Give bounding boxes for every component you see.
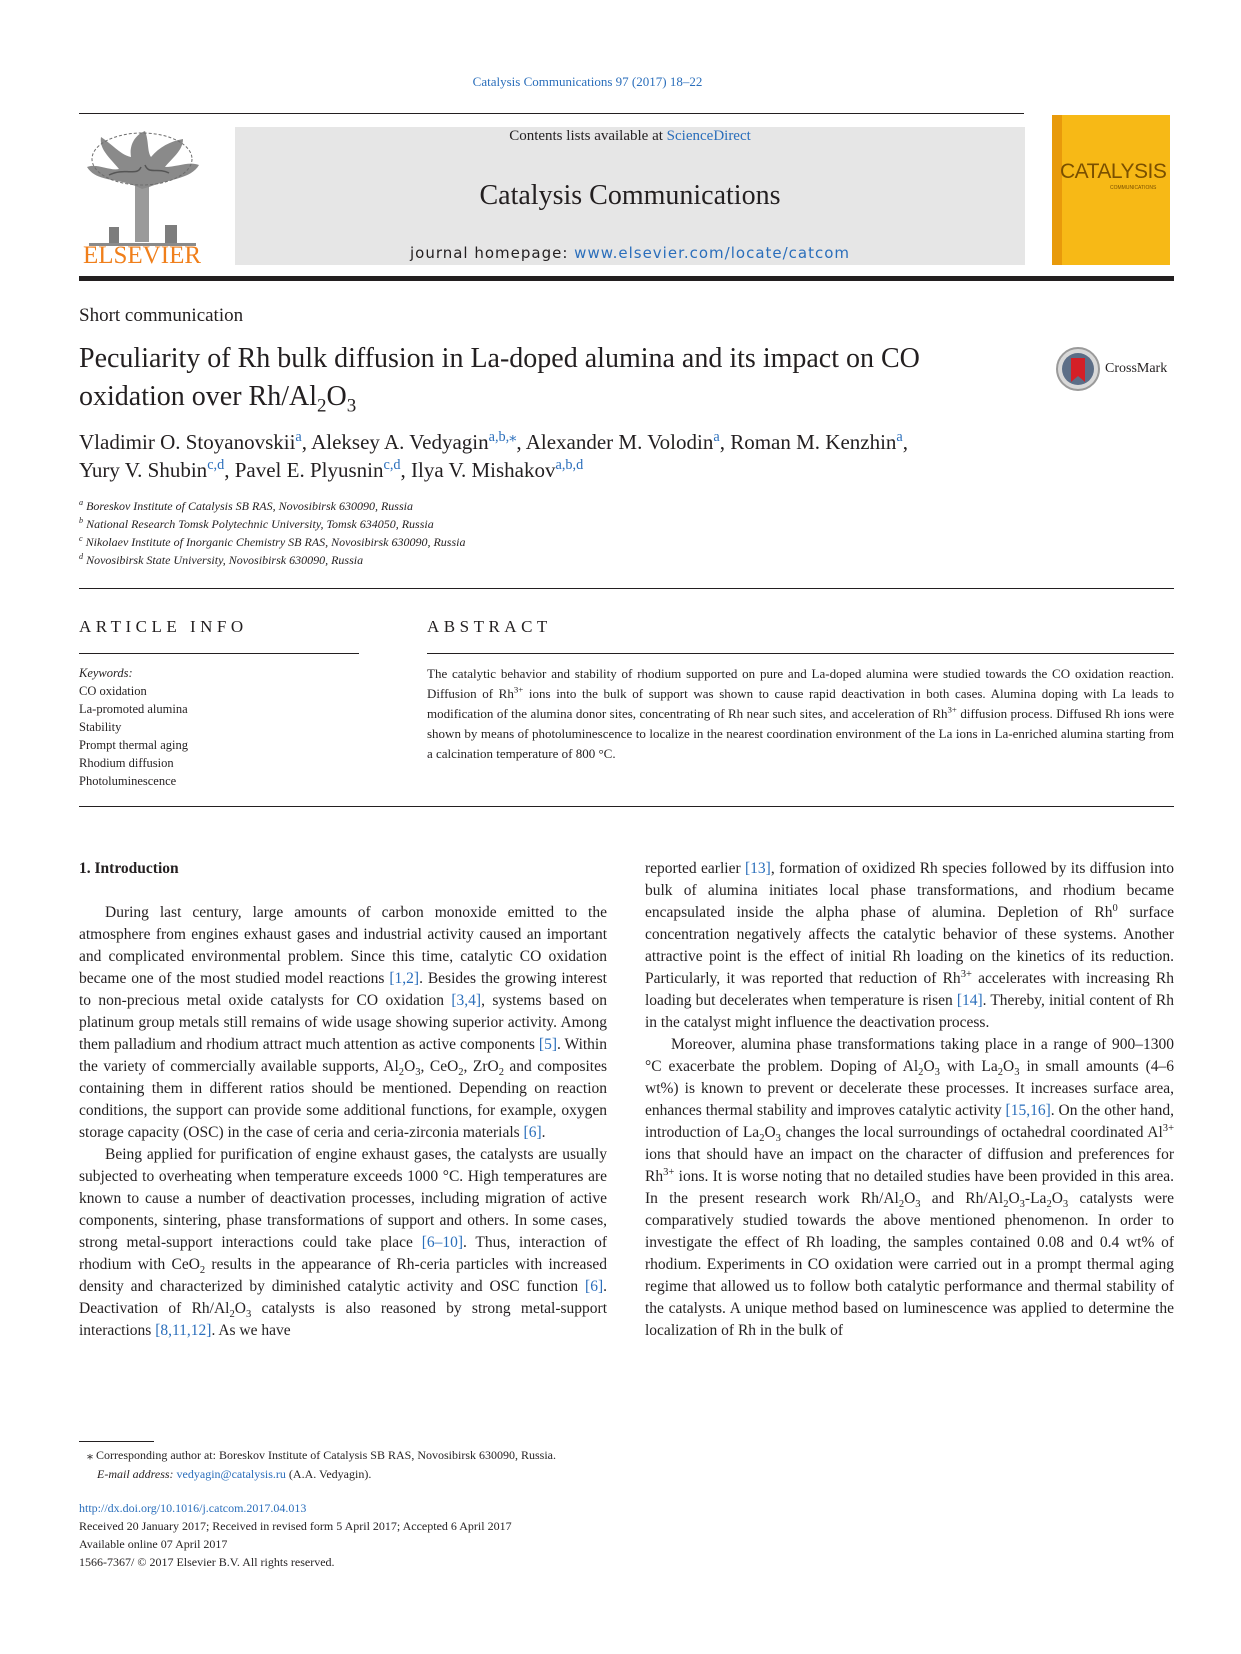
cover-title: CATALYSIS <box>1060 160 1167 183</box>
author[interactable]: Vladimir O. Stoyanovskii$^a$ <box>79 429 302 454</box>
sciencedirect-link[interactable]: ScienceDirect <box>666 128 751 144</box>
introduction-heading: 1. Introduction <box>79 860 179 877</box>
email-line: E-mail address: vedyagin@catalysis.ru (A.A. Vedyagin). <box>97 1467 372 1481</box>
article-title <box>79 340 1039 416</box>
keywords-block <box>79 664 188 790</box>
contents-prefix: Contents lists available at <box>509 128 667 144</box>
keyword: La-promoted alumina <box>79 702 188 716</box>
copyright: 1566-7367/ © 2017 Elsevier B.V. All rights reserved. <box>79 1555 335 1569</box>
homepage-line <box>235 244 1025 262</box>
body-paragraph: During last century, large amounts of carbon monoxide emitted to the atmosphere from engines exhaust gases and industrial activity caused an important and complicated environmental problem. Since this time, catalytic CO oxidation became one of the most studied model reactions [1,2]. Besides the growing interest to non-precious metal oxide catalysts for CO oxidation [3,4], systems based on platinum group metals still remains of wide usage showing superior activity. Among them palladium and rhodium attract much attention as active components [5]. Within the variety of commercially available supports, $Al_2O_3$, CeO$_2$, ZrO$_2$ and composites containing them in different ratios should be mentioned. Depending on reaction conditions, the support can provide some additional functions, for example, oxygen storage capacity (OSC) in the case of ceria and ceria-zirconia materials [6]. <box>79 904 607 1141</box>
author[interactable]: Alexander M. Volodin$^a$ <box>525 429 720 454</box>
contents-line <box>235 128 1025 145</box>
keyword: Photoluminescence <box>79 774 177 788</box>
article-info-rule <box>79 653 359 654</box>
citation-link[interactable]: [6] <box>585 1278 604 1295</box>
corresponding-author-footnote <box>79 1446 556 1484</box>
elsevier-logo[interactable] <box>79 127 206 264</box>
header-rule <box>79 113 1024 114</box>
citation-link[interactable]: [13] <box>745 860 771 877</box>
homepage-link[interactable]: www.elsevier.com/locate/catcom <box>574 244 851 262</box>
abstract-text: The catalytic behavior and stability of rhodium supported on pure and La-doped alumina were studied towards the CO oxidation reaction. Diffusion of $Rh^{3+}$ ions into the bulk of support was shown to cause rapid deactivation in both cases. Alumina doping with La leads to modification of the alumina donor sites, concentrating of Rh near such sites, and acceleration of $Rh^{3+}$ diffusion process. Diffused Rh ions were shown by means of photoluminescence to localize in the nearest coordination environment of the La ions in La-enriched alumina starting from a calcination temperature of 800 °C. <box>427 666 1174 761</box>
title-line-2: oxidation over $Rh/Al_2O_3$ <box>79 381 357 417</box>
body-paragraph: reported earlier [13], formation of oxidized Rh species followed by its diffusion into bulk of alumina initiates local phase transformations, and rhodium became encapsulated inside the alpha phase of alumina. Depletion of Rh$^0$ surface concentration negatively affects the catalytic behavior of these systems. Another attractive point is the effect of initial Rh loading on the kinetics of its reduction. Particularly, it was reported that reduction of $Rh^{3+}$ accelerates with increasing Rh loading but decelerates when temperature is risen [14]. Thereby, initial content of Rh in the catalyst might influence the deactivation process. <box>645 860 1174 1031</box>
received-dates: Received 20 January 2017; Received in revised form 5 April 2017; Accepted 6 April 2017 <box>79 1519 512 1533</box>
keyword: Stability <box>79 720 122 734</box>
affiliation: $^d$ Novosibirsk State University, Novosibirsk 630090, Russia <box>79 552 364 567</box>
citation-link[interactable]: [6–10] <box>421 1234 464 1251</box>
citation-link[interactable]: [3,4] <box>451 992 482 1009</box>
citation-link[interactable]: [1,2] <box>389 970 420 987</box>
crossmark-label[interactable]: CrossMark <box>1105 361 1168 376</box>
citation-link[interactable]: [8,11,12] <box>155 1322 212 1339</box>
abstract-rule <box>427 653 1174 654</box>
keywords-label: Keywords: <box>79 666 133 680</box>
author[interactable]: Yury V. Shubin$^{c,d}$ <box>79 457 225 482</box>
corresponding-author: ⁎ Corresponding author at: Boreskov Institute of Catalysis SB RAS, Novosibirsk 630090, Russia. <box>87 1448 556 1462</box>
author[interactable]: Aleksey A. Vedyagin$^{a,b,⁎}$ <box>311 429 517 454</box>
keyword: Prompt thermal aging <box>79 738 189 752</box>
title-line-1: Peculiarity of Rh bulk diffusion in La-doped alumina and its impact on CO <box>79 343 920 374</box>
article-info-heading: ARTICLE INFO <box>79 617 248 636</box>
abstract-heading: ABSTRACT <box>427 617 552 636</box>
journal-title: Catalysis Communications <box>479 180 781 211</box>
elsevier-tree-icon <box>79 127 206 264</box>
keyword: CO oxidation <box>79 684 147 698</box>
section-rule <box>79 588 1174 589</box>
citation-link[interactable]: [6] <box>523 1124 542 1141</box>
affiliation: $^c$ Nikolaev Institute of Inorganic Chemistry SB RAS, Novosibirsk 630090, Russia <box>79 534 466 549</box>
body-paragraph: Being applied for purification of engine exhaust gases, the catalysts are usually subjected to overheating when temperature exceeds 1000 °C. High temperatures are known to cause a number of deactivation processes, including migration of active components, sintering, phase transformations of support and others. In some cases, strong metal-support interactions could take place [6–10]. Thus, interaction of rhodium with CeO$_2$ results in the appearance of Rh-ceria particles with increased density and characterized by diminished catalytic activity and OSC function [6]. Deactivation of $Rh/Al_2O_3$ catalysts is also reasoned by strong metal-support interactions [8,11,12]. As we have <box>79 1146 607 1339</box>
online-date: Available online 07 April 2017 <box>79 1537 228 1551</box>
homepage-prefix: journal homepage: <box>409 244 575 262</box>
cover-subtitle: COMMUNICATIONS <box>1110 185 1157 191</box>
crossmark-icon <box>1055 346 1101 392</box>
affiliation: $^a$ Boreskov Institute of Catalysis SB RAS, Novosibirsk 630090, Russia <box>79 498 413 513</box>
body-paragraph: Moreover, alumina phase transformations taking place in a range of 900–1300 °C exacerbate the problem. Doping of $Al_2O_3$ with $La_2O_3$ in small amounts (4–6 wt%) is known to prevent or decelerate these processes. It increases surface area, enhances thermal stability and improves catalytic activity [15,16]. On the other hand, introduction of $La_2O_3$ changes the local surroundings of octahedral coordinated $Al^{3+}$ ions that should have an impact on the character of diffusion and preferences for $Rh^{3+}$ ions. It is worse noting that no detailed studies have been provided in this area. In the present research work $Rh/Al_2O_3$ and $Rh/Al_2O_3-La_2O_3$ catalysts were comparatively studied towards the above mentioned phenomenon. In order to investigate the effect of Rh loading, the samples contained 0.08 and 0.4 wt% of rhodium. Experiments in CO oxidation were carried out in a prompt thermal aging regime that allowed us to follow both catalytic performance and thermal stability of the catalysts. A unique method based on luminescence was applied to determine the localization of Rh in the bulk of <box>645 1036 1175 1339</box>
author[interactable]: Pavel E. Plyusnin$^{c,d}$ <box>234 457 401 482</box>
author[interactable]: Ilya V. Mishakov$^{a,b,d}$ <box>411 457 584 482</box>
citation-link[interactable]: [15,16] <box>1005 1102 1051 1119</box>
affiliation: $^b$ National Research Tomsk Polytechnic University, Tomsk 634050, Russia <box>79 516 434 531</box>
footnote-rule <box>79 1441 154 1442</box>
email-link[interactable]: vedyagin@catalysis.ru <box>176 1467 286 1481</box>
cover-spine <box>1052 115 1062 265</box>
crossmark-button[interactable] <box>1055 346 1101 392</box>
citation-link[interactable]: [5] <box>538 1036 557 1053</box>
abstract-bottom-rule <box>79 806 1174 807</box>
author[interactable]: Roman M. Kenzhin$^a$ <box>730 429 903 454</box>
header-thick-rule <box>79 276 1174 281</box>
article-type: Short communication <box>79 305 244 326</box>
journal-citation[interactable]: Catalysis Communications 97 (2017) 18–22 <box>472 74 703 89</box>
affiliations <box>79 497 465 569</box>
publication-info <box>79 1499 512 1571</box>
citation-link[interactable]: [14] <box>956 992 983 1009</box>
author-list: Vladimir O. Stoyanovskii$^a$, Aleksey A. Vedyagin$^{a,b,⁎}$, Alexander M. Volodin$^a$, Roman M. Kenzhin$^a$, Yury V. Shubin$^{c,d}$, Pavel E. Plyusnin$^{c,d}$, Ilya V. Mishakov$^{a,b,d}$ <box>79 429 909 482</box>
body-column-left <box>79 902 607 1342</box>
keyword: Rhodium diffusion <box>79 756 174 770</box>
body-column-right <box>645 858 1174 1342</box>
elsevier-wordmark: ELSEVIER <box>82 242 202 264</box>
doi-link[interactable]: http://dx.doi.org/10.1016/j.catcom.2017.04.013 <box>79 1501 307 1515</box>
